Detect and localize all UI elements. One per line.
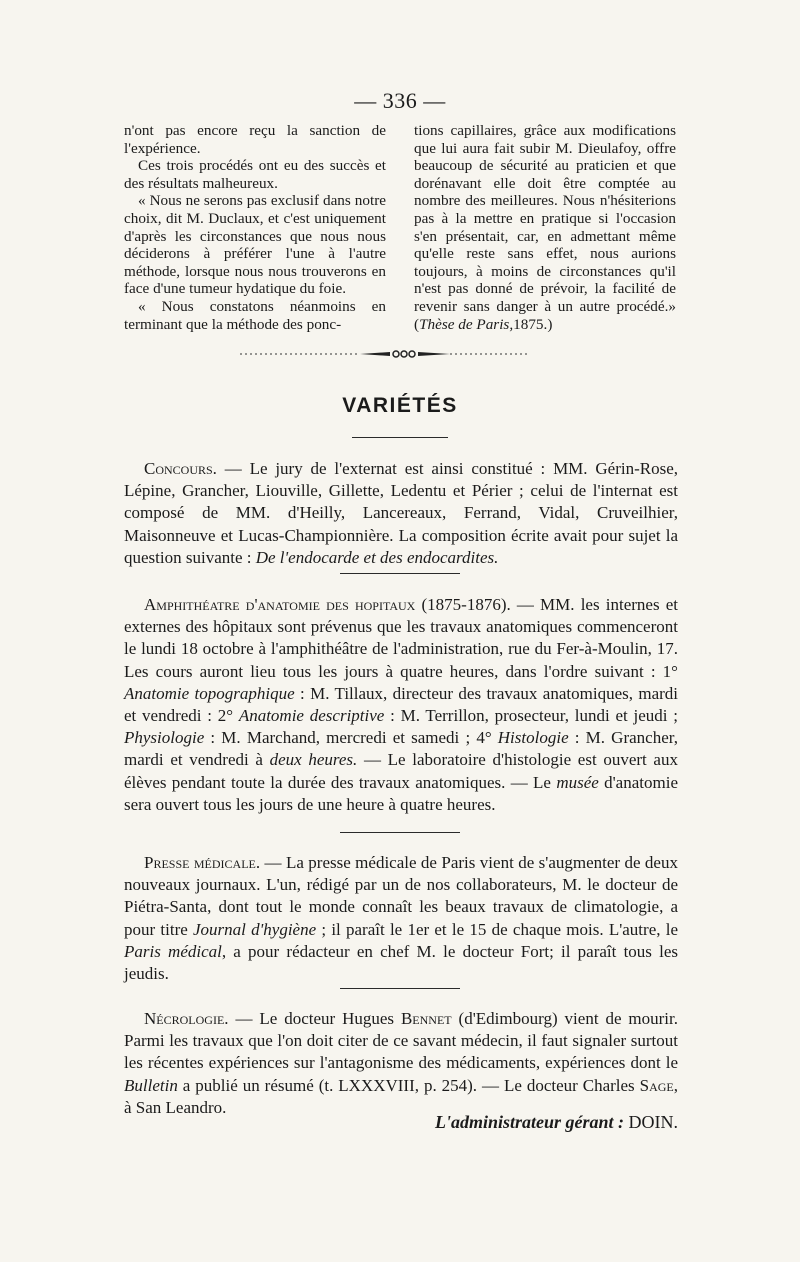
item-amphitheatre: Amphithéatre d'anatomie des hopitaux (1875-1876). — MM. les internes et externes des hôpitaux sont prévenus que les travaux anatomiques commenceront le lundi 18 octobre à l'amphithéâtre de l'administration, rue du Fer-à-Moulin, 17. Les cours auront lieu tous les jours à quatre heures, dans l'ordre suivant : 1° Anatomie topographique : M. Tillaux, directeur des travaux anatomiques, mardi et vendredi : 2° Anatomie descriptive : M. Terrillon, prosecteur, lundi et jeudi ; Physiologie : M. Marchand, mercredi et samedi ; 4° Histologie : M. Grancher, mardi et vendredi à deux heures. — Le laboratoire d'histologie est ouvert aux élèves pendant toute la durée des travaux anatomiques. — Le musée d'anatomie sera ouvert tous les jours de une heure à quatre heures. xyxy=(124,595,678,814)
left-paragraph-3: « Nous ne serons pas exclusif dans notre choix, dit M. Duclaux, et c'est uniquement d'après les circonstances que nous nous déciderons à préférer l'une à l'autre méthode, lorsque nous nous trouverons en face d'une tumeur hydatique du foie. xyxy=(124,192,386,298)
item-title: Presse médicale. xyxy=(144,853,261,872)
left-column xyxy=(124,122,386,333)
item-rule xyxy=(340,573,460,574)
right-column xyxy=(414,122,676,333)
page-number: — 336 — xyxy=(354,88,446,113)
item-title: Concours. xyxy=(144,459,217,478)
item-title: Amphithéatre d'anatomie des hopitaux xyxy=(144,595,416,614)
item-rule xyxy=(340,832,460,833)
item-presse: Presse médicale. — La presse médicale de Paris vient de s'augmenter de deux nouveaux journaux. L'un, rédigé par un de nos collaborateurs, M. le docteur de Piétra-Santa, dont tout le monde connaît les beaux travaux de climatologie, a pour titre Journal d'hygiène ; il paraît le 1er et le 15 de chaque mois. L'autre, le Paris médical, a pour rédacteur en chef M. le docteur Fort; il paraît tous les jeudis. xyxy=(124,853,678,984)
left-paragraph-2: Ces trois procédés ont eu des succès et des résultats malheureux. xyxy=(124,157,386,192)
item-concours: Concours. — Le jury de l'externat est ainsi constitué : MM. Gérin-Rose, Lépine, Grancher, Liouville, Gillette, Ledentu et Périer ; celui de l'internat est composé de MM. d'Heilly, Lancereaux, Ferrand, Vidal, Cruveilhier, Maisonneuve et Lucas-Championnière. La composition écrite avait pour sujet la question suivante : De l'endocarde et des endocardites. xyxy=(124,459,678,567)
ornamental-divider xyxy=(240,344,540,364)
item-title: Nécrologie. xyxy=(144,1009,229,1028)
left-paragraph-4: « Nous constatons néanmoins en terminant que la méthode des ponc- xyxy=(124,297,386,333)
right-paragraph: tions capillaires, grâce aux modifications que lui aura fait subir M. Dieulafoy, offre beaucoup de sécurité au praticien et que dorénavant elle doit être comptée au nombre des meilleures. Nous n'hésiterions pas à la mettre en pratique si l'occasion s'en présentait, car, en admettant même qu'elle reste sans effet, nous aurions toujours, à moins de circonstances qu'il n'est pas donné de prévoir, la facilité de revenir sans danger à un autre procédé.» (Thèse de Paris,1875.) xyxy=(414,122,676,333)
item-rule xyxy=(340,988,460,989)
section-heading: VARIÉTÉS xyxy=(342,394,458,417)
citation-title: Thèse de Paris, xyxy=(419,315,514,333)
item-necrologie: Nécrologie. — Le docteur Hugues Bennet (d'Edimbourg) vient de mourir. Parmi les travaux que l'on doit citer de ce savant médecin, il faut signaler surtout les récentes expériences sur l'antagonisme des médicaments, expériences dont le Bulletin a publié un résumé (t. LXXXVIII, p. 254). — Le docteur Charles Sage, à San Leandro. xyxy=(124,1009,679,1117)
left-paragraph-1: n'ont pas encore reçu la sanction de l'expérience. xyxy=(124,122,386,157)
signature xyxy=(124,1112,678,1133)
signature-name: DOIN. xyxy=(624,1112,678,1132)
citation-year: 1875.) xyxy=(513,315,553,333)
two-column-section xyxy=(124,122,676,340)
heading-rule xyxy=(352,437,448,438)
signature-label: L'administrateur gérant : xyxy=(434,1112,624,1132)
